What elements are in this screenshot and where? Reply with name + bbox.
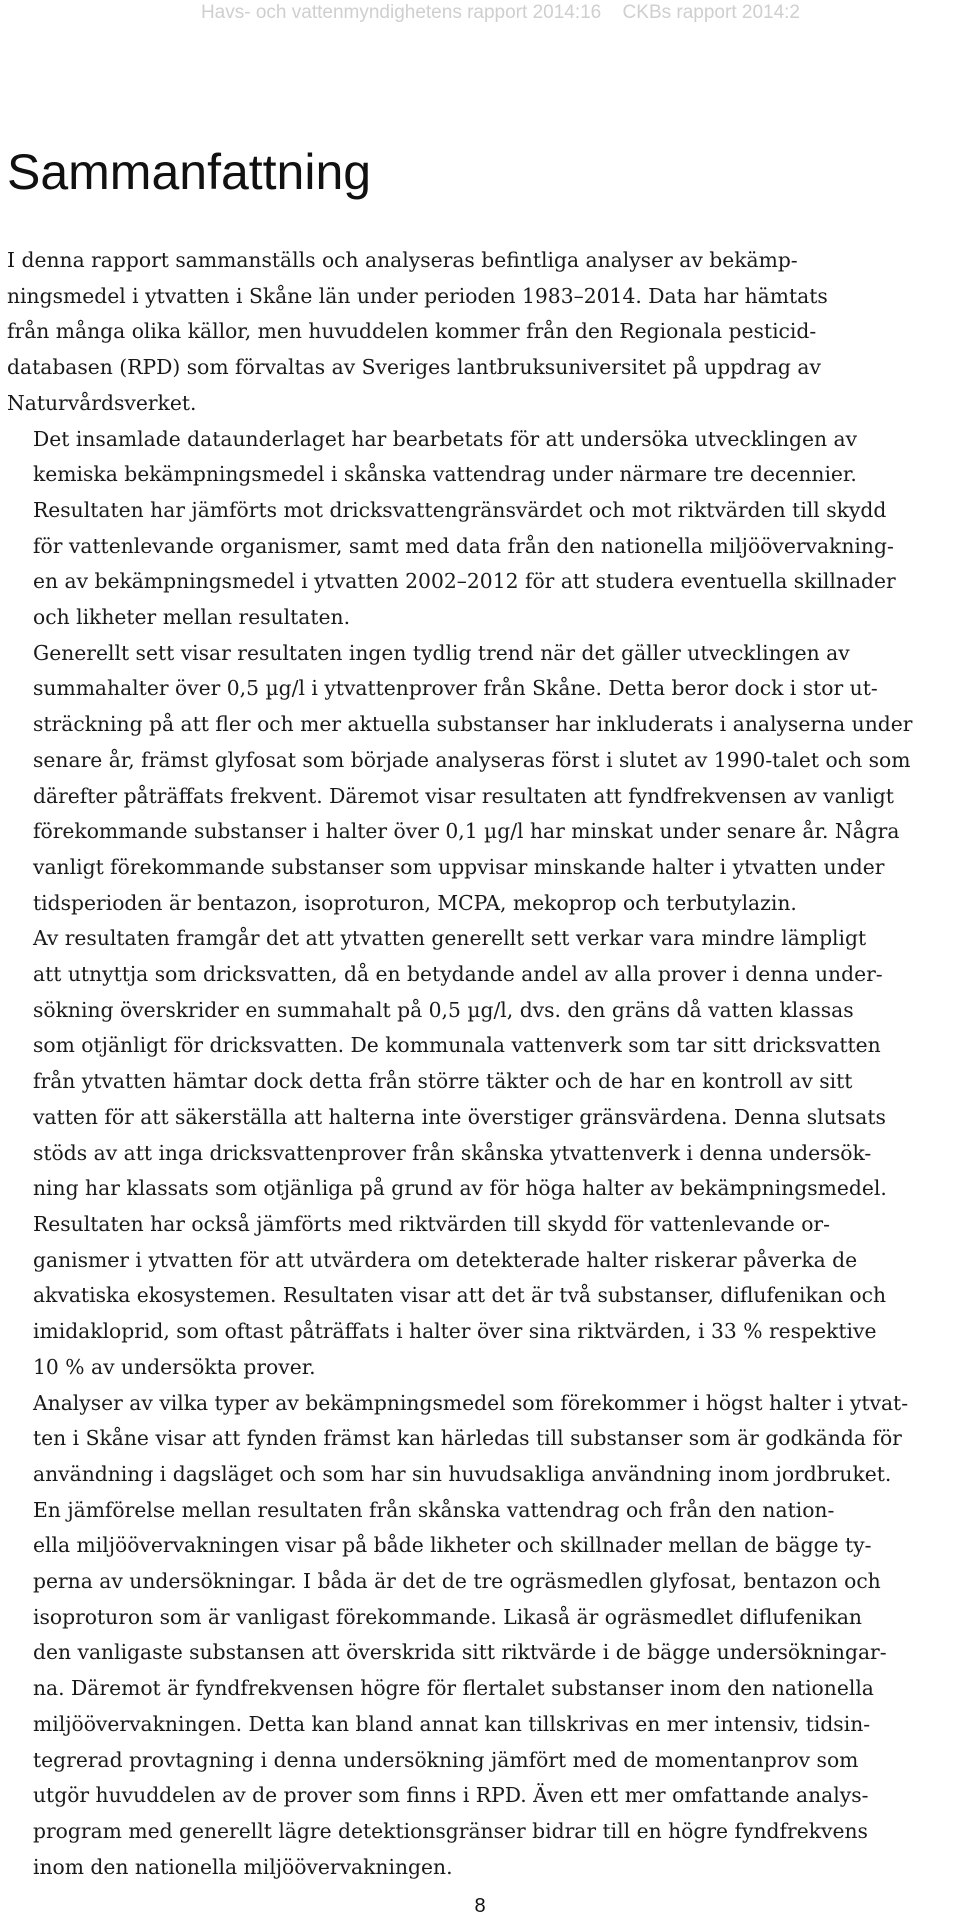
text-line: kemiska bekämpningsmedel i skånska vattendrag under närmare tre decennier. [33, 462, 857, 487]
text-line: därefter påträffats frekvent. Däremot visar resultaten att fyndfrekvensen av vanligt [33, 783, 894, 808]
text-line: den vanligaste substansen att överskrida sitt riktvärde i de bägge undersökningar- [33, 1640, 887, 1665]
text-line: summahalter över 0,5 µg/l i ytvattenprover från Skåne. Detta beror dock i stor ut- [33, 676, 878, 701]
header-report-havs: Havs- och vattenmyndighetens rapport 2014:16 [200, 2, 602, 23]
text-line: för vattenlevande organismer, samt med data från den nationella miljöövervakning- [33, 533, 894, 558]
text-line: användning i dagsläget och som har sin huvudsakliga användning inom jordbruket. [33, 1461, 892, 1486]
text-line: tegrerad provtagning i denna undersökning jämfört med de momentanprov som [33, 1747, 859, 1772]
text-line: 10 % av undersökta prover. [33, 1354, 316, 1379]
text-line: ningsmedel i ytvatten i Skåne län under perioden 1983–2014. Data har hämtats [7, 283, 828, 308]
paragraph-7 [7, 1493, 943, 1886]
text-line: Det insamlade dataunderlaget har bearbetats för att undersöka utvecklingen av [33, 426, 858, 451]
text-line: Analyser av vilka typer av bekämpningsmedel som förekommer i högst halter i ytvat- [33, 1390, 909, 1415]
text-line: databasen (RPD) som förvaltas av Sveriges lantbruksuniversitet på uppdrag av [7, 355, 821, 380]
text-line: tidsperioden är bentazon, isoproturon, MCPA, mekoprop och terbutylazin. [33, 890, 797, 915]
text-line: ella miljöövervakningen visar på både likheter och skillnader mellan de bägge ty- [33, 1533, 872, 1558]
paragraph-2 [7, 422, 943, 636]
text-line: från ytvatten hämtar dock detta från större täkter och de har en kontroll av sitt [33, 1069, 853, 1094]
text-line: Av resultaten framgår det att ytvatten generellt sett verkar vara mindre lämpligt [33, 926, 867, 951]
text-line: isoproturon som är vanligast förekommande. Likaså är ogräsmedlet diflufenikan [33, 1604, 862, 1629]
running-header [201, 2, 800, 24]
text-line: Resultaten har också jämförts med riktvärden till skydd för vattenlevande or- [33, 1211, 830, 1236]
text-line: och likheter mellan resultaten. [33, 605, 351, 630]
paragraph-4 [7, 921, 943, 1207]
text-line: Generellt sett visar resultaten ingen tydlig trend när det gäller utvecklingen av [33, 640, 850, 665]
text-line: imidakloprid, som oftast påträffats i halter över sina riktvärden, i 33 % respektive [33, 1319, 877, 1344]
text-line: vanligt förekommande substanser som uppvisar minskande halter i ytvatten under [33, 854, 885, 879]
page-title: Sammanfattning [7, 144, 372, 200]
header-report-ckb: CKBs rapport 2014:2 [622, 2, 800, 23]
text-line: Naturvårdsverket. [7, 390, 197, 415]
paragraph-1 [7, 243, 943, 422]
text-line: sträckning på att fler och mer aktuella substanser har inkluderats i analyserna under [33, 712, 913, 737]
text-line: från många olika källor, men huvuddelen kommer från den Regionala pesticid- [7, 319, 817, 344]
text-line: En jämförelse mellan resultaten från skånska vattendrag och från den nation- [33, 1497, 835, 1522]
text-line: en av bekämpningsmedel i ytvatten 2002–2012 för att studera eventuella skillnader [33, 569, 896, 594]
text-line: senare år, främst glyfosat som började analyseras först i slutet av 1990-talet och som [33, 747, 911, 772]
text-line: ganismer i ytvatten för att utvärdera om detekterade halter riskerar påverka de [33, 1247, 858, 1272]
text-line: utgör huvuddelen av de prover som finns i RPD. Även ett mer omfattande analys- [33, 1783, 869, 1808]
text-line: sökning överskrider en summahalt på 0,5 µg/l, dvs. den gräns då vatten klassas [33, 997, 854, 1022]
text-line: akvatiska ekosystemen. Resultaten visar att det är två substanser, diflufenikan och [33, 1283, 887, 1308]
text-line: stöds av att inga dricksvattenprover från skånska ytvattenverk i denna undersök- [33, 1140, 872, 1165]
text-line: att utnyttja som dricksvatten, då en betydande andel av alla prover i denna under- [33, 962, 883, 987]
text-line: ten i Skåne visar att fynden främst kan härledas till substanser som är godkända för [33, 1426, 902, 1451]
text-line: förekommande substanser i halter över 0,1 µg/l har minskat under senare år. Några [33, 819, 900, 844]
text-line: inom den nationella miljöövervakningen. [33, 1854, 453, 1879]
text-line: perna av undersökningar. I båda är det de tre ogräsmedlen glyfosat, bentazon och [33, 1569, 881, 1594]
text-line: I denna rapport sammanställs och analyseras befintliga analyser av bekämp- [7, 248, 798, 272]
paragraph-5 [7, 1207, 943, 1386]
paragraph-6 [7, 1386, 943, 1493]
text-line: miljöövervakningen. Detta kan bland annat kan tillskrivas en mer intensiv, tidsin- [33, 1711, 871, 1736]
text-line: ning har klassats som otjänliga på grund av för höga halter av bekämpningsmedel. [33, 1176, 887, 1201]
page-number: 8 [474, 1895, 486, 1917]
summary-body [7, 243, 943, 1885]
text-line: na. Däremot är fyndfrekvensen högre för flertalet substanser inom den nationella [33, 1676, 874, 1701]
text-line: program med generellt lägre detektionsgränser bidrar till en högre fyndfrekvens [33, 1818, 868, 1843]
text-line: Resultaten har jämförts mot dricksvattengränsvärdet och mot riktvärden till skydd [33, 497, 887, 522]
text-line: som otjänligt för dricksvatten. De kommunala vattenverk som tar sitt dricksvatten [33, 1033, 881, 1058]
paragraph-3 [7, 636, 943, 922]
text-line: vatten för att säkerställa att halterna inte överstiger gränsvärdena. Denna slutsats [33, 1104, 886, 1129]
